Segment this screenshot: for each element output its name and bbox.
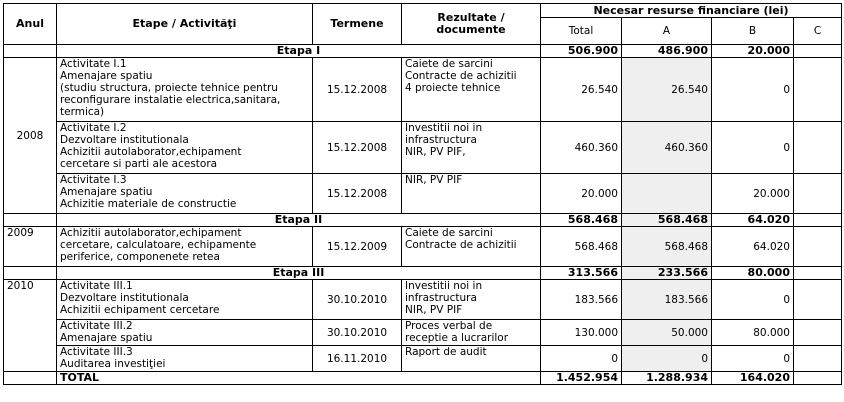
etapa2-a: 568.468 <box>622 214 712 227</box>
act4-total: 568.468 <box>541 227 622 267</box>
total-total: 1.452.954 <box>541 372 622 385</box>
act6-text: Activitate III.2 Amenajare spatiu <box>60 320 153 344</box>
etapa1-c <box>794 45 842 58</box>
etapa2-b: 64.020 <box>712 214 794 227</box>
year-2008: 2008 <box>4 58 57 214</box>
etapa1-total: 506.900 <box>541 45 622 58</box>
act5-text: Activitate III.1 Dezvoltare institutionala Achizitii echipament cercetare <box>60 280 220 316</box>
total-c <box>794 372 842 385</box>
act1-rez: Caiete de sarcini Contracte de achizitii 4 proiecte tehnice <box>405 58 517 94</box>
header-total: Total <box>541 18 622 45</box>
act3-term: 15.12.2008 <box>313 174 402 214</box>
act6-b: 80.000 <box>712 320 794 346</box>
etapa3-total: 313.566 <box>541 267 622 280</box>
etapa3-c <box>794 267 842 280</box>
act5-total: 183.566 <box>541 280 622 320</box>
etapa1-b: 20.000 <box>712 45 794 58</box>
total-label: TOTAL <box>57 372 541 385</box>
header-anul: Anul <box>4 4 57 45</box>
header-b: B <box>712 18 794 45</box>
act7-a: 0 <box>622 346 712 372</box>
etapa2-label: Etapa II <box>57 214 541 227</box>
act7-text: Activitate III.3 Auditarea investiţiei <box>60 346 166 370</box>
act3-rez: NIR, PV PIF <box>405 174 463 186</box>
act7-total: 0 <box>541 346 622 372</box>
act5-rez: Investitii noi in infrastructura NIR, PV PIF <box>405 280 483 316</box>
act5-b: 0 <box>712 280 794 320</box>
total-b: 164.020 <box>712 372 794 385</box>
etapa1-label: Etapa I <box>57 45 541 58</box>
etapa3-label: Etapa III <box>57 267 541 280</box>
act1-total: 26.540 <box>541 58 622 122</box>
header-a: A <box>622 18 712 45</box>
act6-rez: Proces verbal de receptie a lucrarilor <box>405 320 509 344</box>
act2-text: Activitate I.2 Dezvoltare institutionala Achizitii autolaborator,echipament cercetare si parti ale acestora <box>60 122 242 170</box>
act1-b: 0 <box>712 58 794 122</box>
etapa2-total: 568.468 <box>541 214 622 227</box>
act6-total: 130.000 <box>541 320 622 346</box>
act5-term: 30.10.2010 <box>313 280 402 320</box>
budget-table <box>3 3 842 385</box>
etapa3-year-cell <box>4 267 57 280</box>
act3-text: Activitate I.3 Amenajare spatiu Achizitie materiale de constructie <box>60 174 237 210</box>
act1-c <box>794 58 842 122</box>
act6-a: 50.000 <box>622 320 712 346</box>
act1-term: 15.12.2008 <box>313 58 402 122</box>
year-2010: 2010 <box>4 280 57 372</box>
act7-rez: Raport de audit <box>405 346 487 358</box>
year-2009: 2009 <box>4 227 57 267</box>
act2-c <box>794 122 842 174</box>
act4-text: Achizitii autolaborator,echipament cercetare, calculatoare, echipamente periferice, componenete retea <box>60 227 257 263</box>
etapa2-year-cell <box>4 214 57 227</box>
act4-b: 64.020 <box>712 227 794 267</box>
total-year-cell <box>4 372 57 385</box>
etapa2-c <box>794 214 842 227</box>
header-termene: Termene <box>313 4 402 45</box>
act7-c <box>794 346 842 372</box>
header-etape: Etape / Activităţi <box>57 4 313 45</box>
act3-c <box>794 174 842 214</box>
act5-a: 183.566 <box>622 280 712 320</box>
etapa3-b: 80.000 <box>712 267 794 280</box>
act2-term: 15.12.2008 <box>313 122 402 174</box>
act4-c <box>794 227 842 267</box>
etapa3-a: 233.566 <box>622 267 712 280</box>
act4-rez: Caiete de sarcini Contracte de achizitii <box>405 227 517 251</box>
act7-b: 0 <box>712 346 794 372</box>
header-necesar: Necesar resurse financiare (lei) <box>541 4 842 18</box>
act2-a: 460.360 <box>622 122 712 174</box>
act6-term: 30.10.2010 <box>313 320 402 346</box>
header-c: C <box>794 18 842 45</box>
total-a: 1.288.934 <box>622 372 712 385</box>
act1-a: 26.540 <box>622 58 712 122</box>
act2-total: 460.360 <box>541 122 622 174</box>
act3-a <box>622 174 712 214</box>
act1-text: Activitate I.1 Amenajare spatiu (studiu structura, proiecte tehnice pentru reconfigurare instalatie electrica,sanitara, termica) <box>60 58 281 118</box>
act5-c <box>794 280 842 320</box>
etapa1-a: 486.900 <box>622 45 712 58</box>
act2-rez: Investitii noi in infrastructura NIR, PV PIF, <box>405 122 483 158</box>
act2-b: 0 <box>712 122 794 174</box>
act4-term: 15.12.2009 <box>313 227 402 267</box>
header-rezultate: Rezultate / documente <box>402 4 541 45</box>
act3-b: 20.000 <box>712 174 794 214</box>
act4-a: 568.468 <box>622 227 712 267</box>
act3-total: 20.000 <box>541 174 622 214</box>
etapa1-year-cell <box>4 45 57 58</box>
act7-term: 16.11.2010 <box>313 346 402 372</box>
act6-c <box>794 320 842 346</box>
